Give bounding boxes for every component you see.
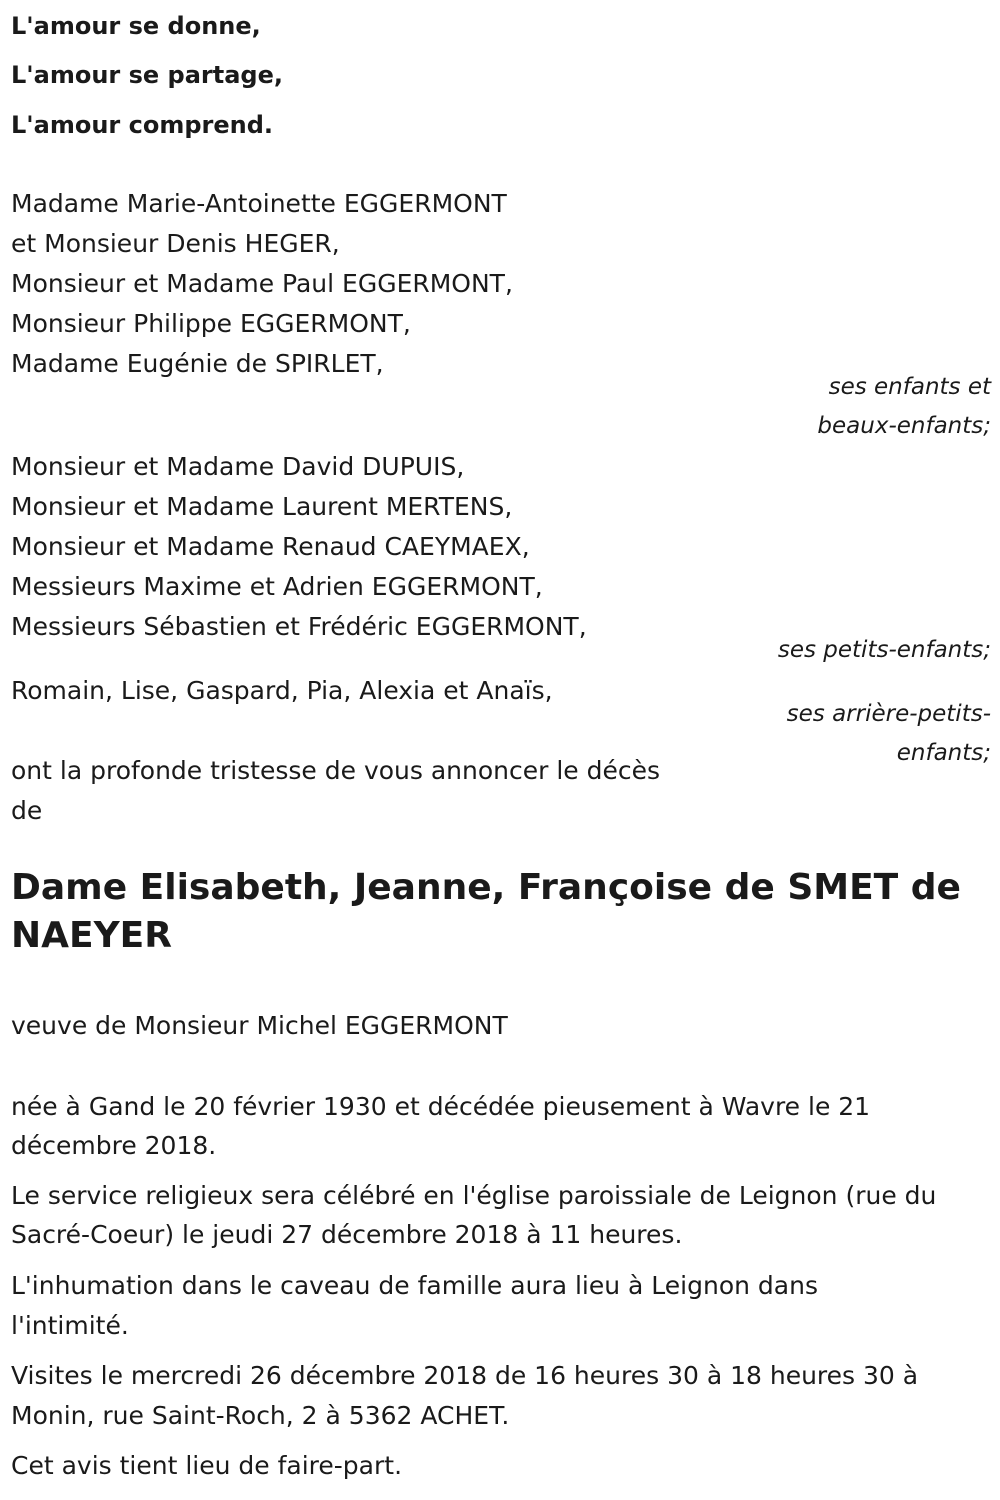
great-grandchildren-role (787, 695, 991, 773)
deceased-name: Dame Elisabeth, Jeanne, Françoise de SMET de NAEYER (11, 867, 961, 956)
family-line: Madame Marie-Antoinette EGGERMONT (11, 189, 507, 218)
family-line: Monsieur et Madame Paul EGGERMONT, (11, 269, 513, 298)
great-grandchildren-role-line-1: ses arrière-petits- (786, 701, 991, 727)
poem-line-3: L'amour comprend. (11, 111, 274, 139)
burial-line-1: L'inhumation dans le caveau de famille aura lieu à Leignon dans (11, 1271, 818, 1300)
family-line: Monsieur et Madame Renaud CAEYMAEX, (11, 532, 530, 561)
visits-line-1: Visites le mercredi 26 décembre 2018 de 16 heures 30 à 18 heures 30 à (11, 1361, 919, 1390)
family-line: Madame Eugénie de SPIRLET, (11, 349, 384, 378)
visits-line-2: Monin, rue Saint-Roch, 2 à 5362 ACHET. (11, 1401, 510, 1430)
burial-line-2: l'intimité. (11, 1311, 129, 1340)
family-line: Monsieur Philippe EGGERMONT, (11, 309, 411, 338)
family-line: Messieurs Maxime et Adrien EGGERMONT, (11, 572, 543, 601)
great-grandchildren-role-line-2: enfants; (896, 740, 991, 766)
family-line: Messieurs Sébastien et Frédéric EGGERMONT, (11, 612, 587, 641)
widow-of: veuve de Monsieur Michel EGGERMONT (11, 1011, 508, 1040)
poem-line-1: L'amour se donne, (11, 12, 261, 40)
announcement-line-2: de (11, 796, 43, 825)
children-role-line-2: beaux-enfants; (817, 413, 991, 439)
grandchildren-role: ses petits-enfants; (777, 637, 991, 663)
service-line-2: Sacré-Coeur) le jeudi 27 décembre 2018 à 11 heures. (11, 1220, 683, 1249)
family-line: Monsieur et Madame David DUPUIS, (11, 452, 465, 481)
announcement-line-1: ont la profonde tristesse de vous annoncer le décès (11, 756, 661, 785)
family-line: et Monsieur Denis HEGER, (11, 229, 340, 258)
children-role-line-1: ses enfants et (828, 374, 991, 400)
notice-line: Cet avis tient lieu de faire-part. (11, 1451, 403, 1480)
service-line-1: Le service religieux sera célébré en l'église paroissiale de Leignon (rue du (11, 1181, 937, 1210)
birth-death-line-2: décembre 2018. (11, 1131, 217, 1160)
children-role (817, 368, 991, 446)
poem-line-2: L'amour se partage, (11, 61, 283, 89)
birth-death-line-1: née à Gand le 20 février 1930 et décédée pieusement à Wavre le 21 (11, 1092, 871, 1121)
family-line: Monsieur et Madame Laurent MERTENS, (11, 492, 513, 521)
family-line: Romain, Lise, Gaspard, Pia, Alexia et Anaïs, (11, 676, 553, 705)
